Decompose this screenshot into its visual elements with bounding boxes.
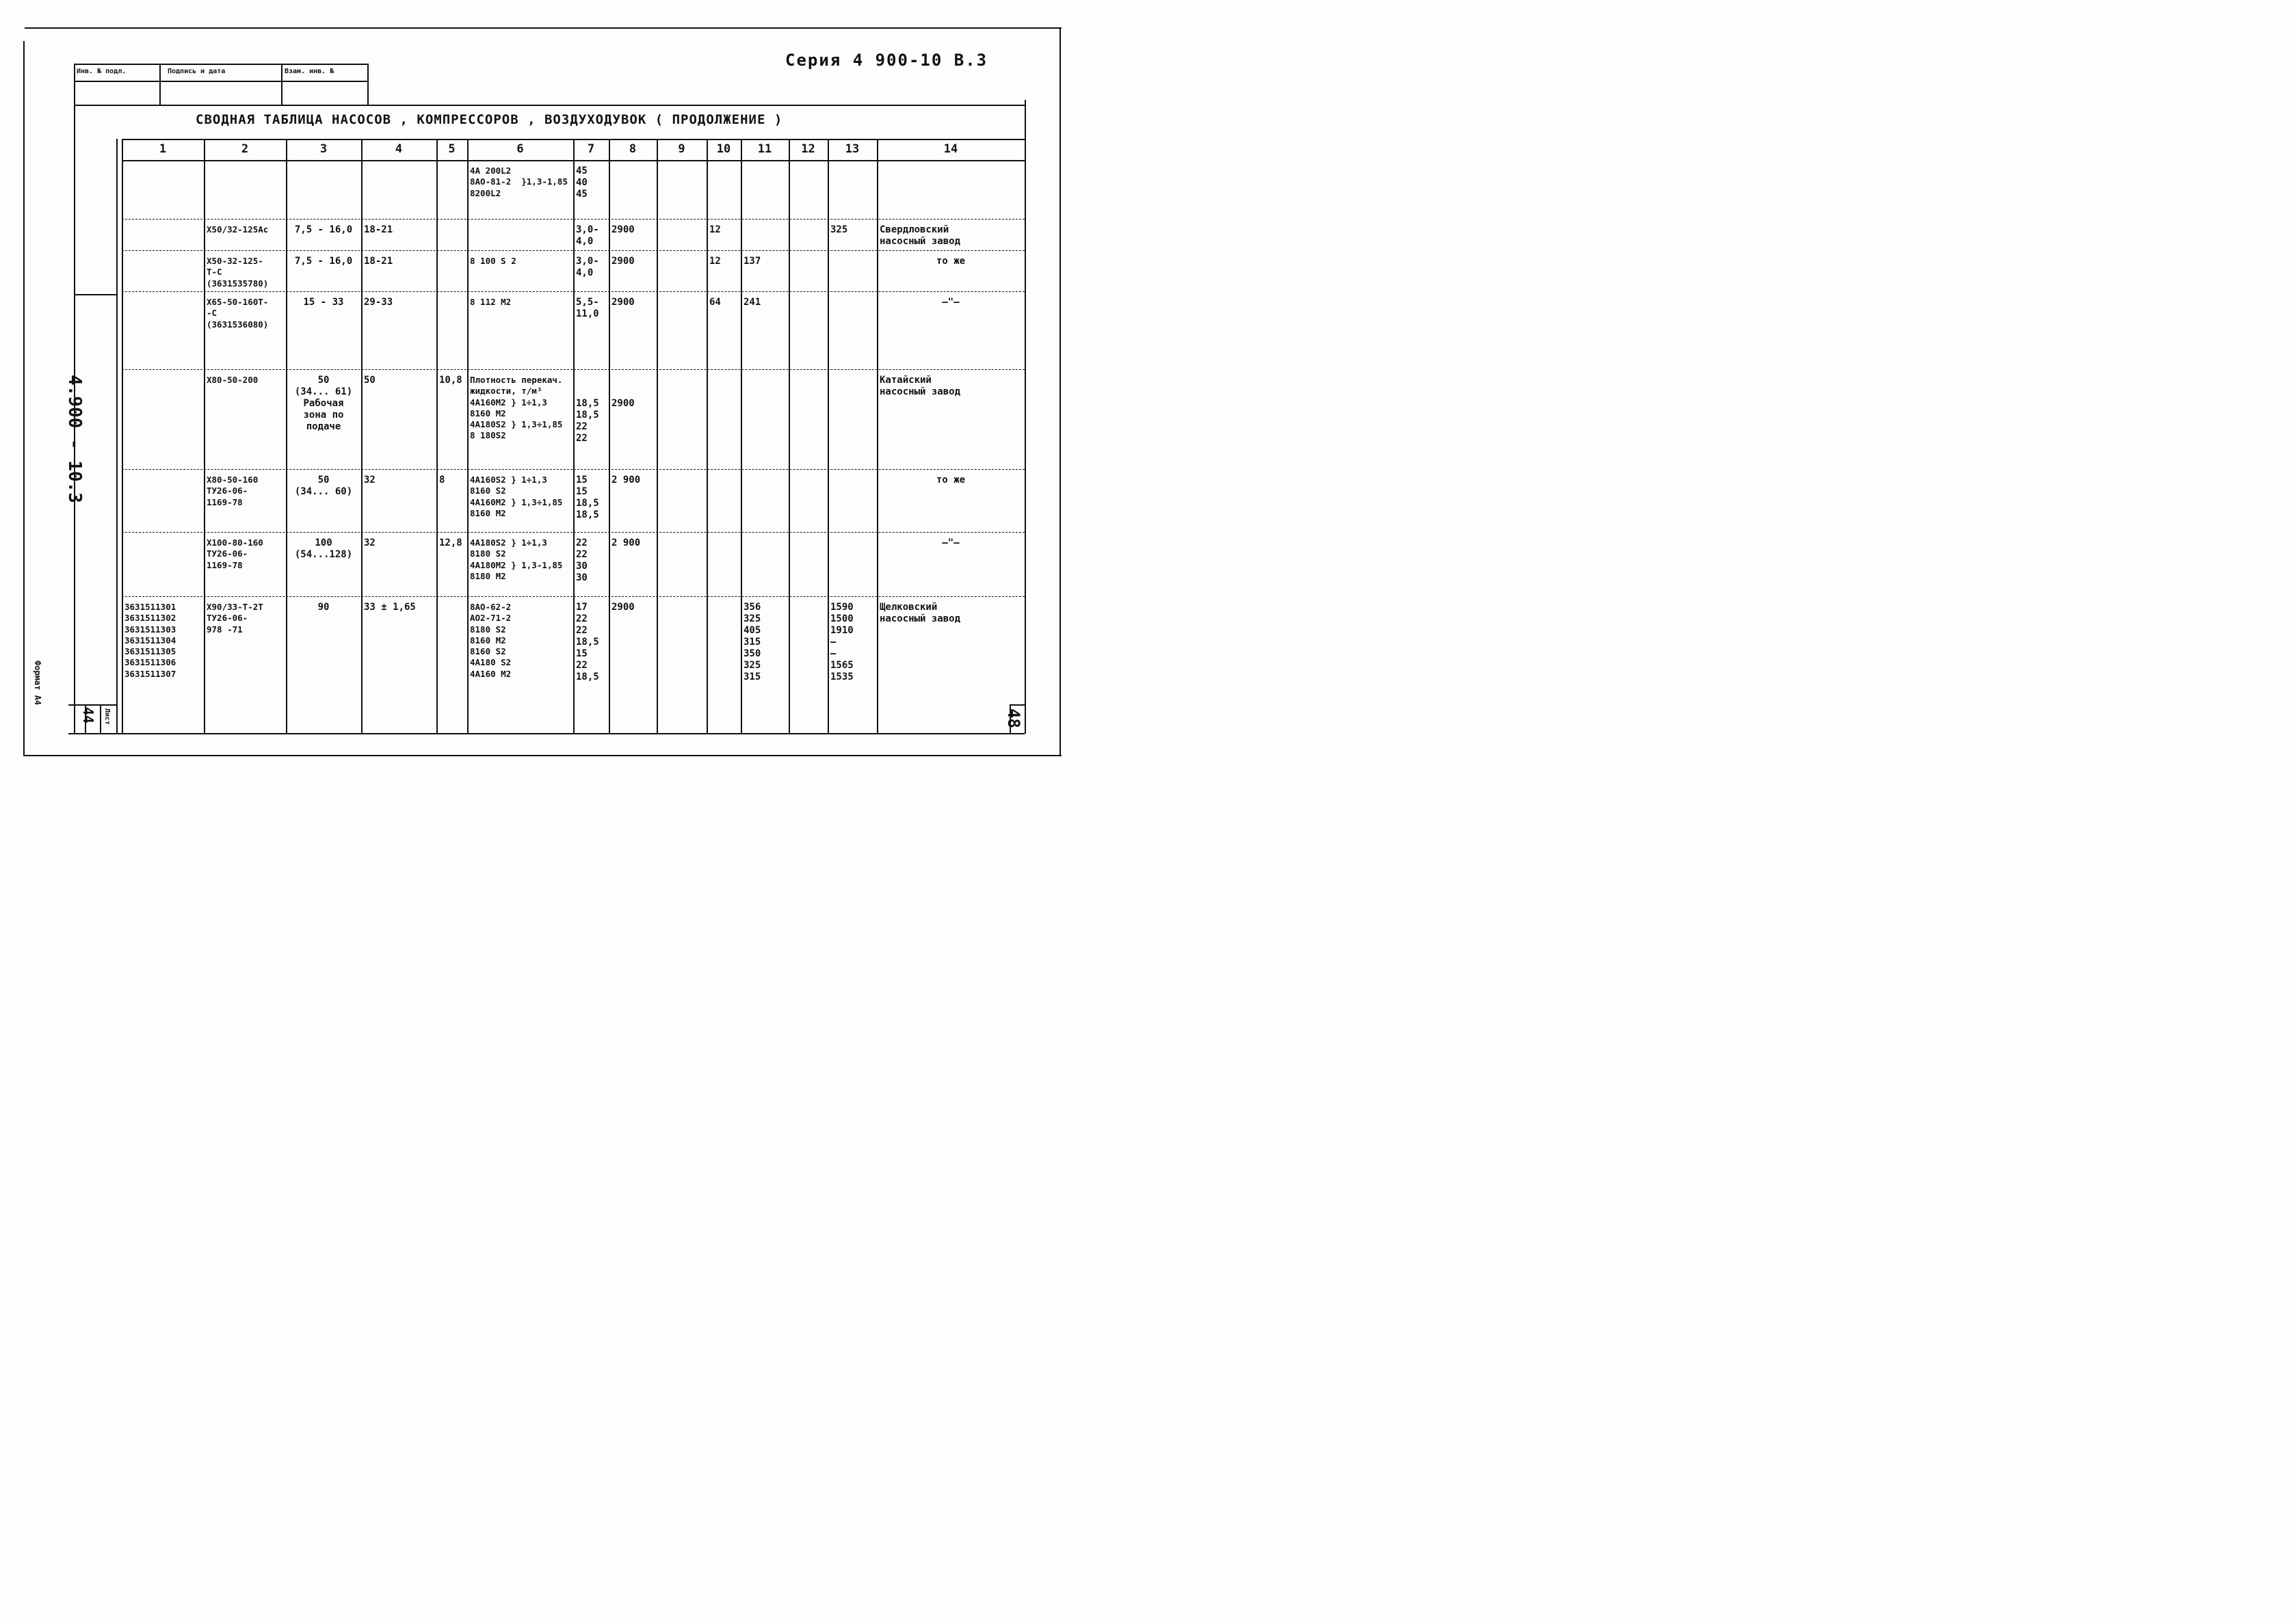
column-line	[286, 139, 287, 734]
table-cell-c11: 241	[743, 297, 761, 308]
list-label: Лист	[103, 708, 111, 726]
table-cell-c4: 50	[364, 375, 376, 386]
table-cell-c13: 1590 1500 1910 — — 1565 1535	[830, 602, 854, 683]
table-cell-c4: 32	[364, 537, 376, 548]
column-header-12: 12	[801, 142, 815, 156]
side-code: 4.900 - 10.3	[64, 375, 85, 503]
table-cell-c6: 8АО-62-2 АО2-71-2 8180 S2 8160 М2 8160 S2 4А180 S2 4А160 М2	[470, 602, 512, 679]
table-cell-c14: Катайский насосный завод	[880, 375, 961, 398]
table-cell-c14: Щелковский насосный завод	[880, 602, 961, 625]
column-header-6: 6	[516, 142, 524, 156]
column-header-11: 11	[757, 142, 772, 156]
table-cell-c7: 5,5- 11,0	[576, 297, 599, 320]
table-cell-c2: Х50/32-125Ас	[207, 224, 269, 235]
table-cell-c2: Х65-50-160Т- -С (3631536080)	[207, 297, 269, 330]
table-cell-c3: 7,5 - 16,0	[294, 256, 353, 267]
column-line	[204, 139, 205, 734]
bottom-border	[23, 755, 1062, 756]
table-cell-c3: 90	[317, 602, 330, 613]
table-cell-c14: —"—	[942, 297, 960, 308]
stamp-vzam: Взам. инв. №	[285, 68, 334, 75]
column-header-5: 5	[448, 142, 456, 156]
column-header-7: 7	[587, 142, 595, 156]
column-line	[741, 139, 742, 734]
table-cell-c5: 10,8	[439, 375, 462, 386]
table-cell-c3: 50 (34... 60)	[294, 475, 353, 498]
table-cell-c7: 3,0- 4,0	[576, 224, 599, 248]
table-cell-c10: 12	[709, 224, 721, 235]
page-box-top	[1010, 704, 1025, 706]
column-line	[789, 139, 790, 734]
column-header-8: 8	[629, 142, 637, 156]
table-cell-c3: 100 (54...128)	[294, 537, 353, 561]
row-line	[122, 250, 1025, 251]
header-bottom-line	[122, 160, 1025, 161]
table-cell-c6: 8 112 М2	[470, 297, 512, 307]
table-cell-c8: 2900	[611, 602, 635, 613]
column-header-2: 2	[241, 142, 249, 156]
table-cell-c14: —"—	[942, 537, 960, 548]
series-label: Серия 4 900-10 В.3	[785, 51, 988, 70]
table-cell-c7: 45 40 45	[576, 165, 588, 200]
table-cell-c8: 2900	[611, 256, 635, 267]
column-line	[657, 139, 658, 734]
table-cell-c6: 4А160S2 } 1÷1,3 8160 S2 4А160М2 } 1,3÷1,85 8160 М2	[470, 475, 563, 518]
column-header-1: 1	[159, 142, 167, 156]
format-label: Формат А4	[33, 661, 42, 706]
column-line	[361, 139, 363, 734]
row-line	[122, 369, 1025, 370]
column-header-10: 10	[716, 142, 731, 156]
left-border	[23, 41, 25, 755]
table-cell-c4: 18-21	[364, 256, 393, 267]
column-line	[877, 139, 878, 734]
list-box-top	[68, 704, 116, 706]
table-cell-c13: 325	[830, 224, 848, 235]
stamp-inv-podl: Инв. № подл.	[77, 68, 127, 75]
table-cell-c8: 2900	[611, 297, 635, 308]
table-cell-c6: 8 100 S 2	[470, 256, 516, 266]
table-cell-c7: 15 15 18,5 18,5	[576, 475, 599, 521]
column-header-13: 13	[845, 142, 860, 156]
table-cell-c1: 3631511301 3631511302 3631511303 3631511304 3631511305 3631511306 3631511307	[124, 602, 176, 679]
inner-bottom-border	[68, 733, 1025, 734]
table-cell-c5: 8	[439, 475, 445, 485]
table-cell-c3: 50 (34... 61) Рабочая зона по подаче	[294, 375, 353, 433]
list-box-mid	[100, 704, 101, 734]
row-line	[122, 291, 1025, 292]
table-cell-c4: 18-21	[364, 224, 393, 235]
table-title: СВОДНАЯ ТАБЛИЦА НАСОСОВ , КОМПРЕССОРОВ , ВОЗДУХОДУВОК ( ПРОДОЛЖЕНИЕ )	[196, 112, 783, 127]
table-cell-c14: Свердловский насосный завод	[880, 224, 961, 248]
column-line	[122, 139, 123, 734]
table-cell-c10: 64	[709, 297, 721, 308]
table-cell-c5: 12,8	[439, 537, 462, 548]
column-header-14: 14	[943, 142, 958, 156]
table-cell-c8: 2 900	[611, 475, 641, 485]
table-cell-c4: 29-33	[364, 297, 393, 308]
page-number: 48	[1004, 708, 1023, 728]
header-top-line	[122, 139, 1025, 140]
column-line	[436, 139, 438, 734]
table-cell-c2: Х50-32-125- Т-С (3631535780)	[207, 256, 269, 289]
table-cell-c11: 137	[743, 256, 761, 267]
table-cell-c3: 15 - 33	[303, 297, 344, 308]
right-border	[1060, 27, 1061, 755]
column-line	[467, 139, 469, 734]
table-cell-c10: 12	[709, 256, 721, 267]
column-line	[1025, 139, 1026, 734]
column-line	[828, 139, 829, 734]
row-line	[122, 596, 1025, 597]
table-cell-c6: 4А180S2 } 1÷1,3 8180 S2 4А180М2 } 1,3-1,85 8180 М2	[470, 537, 563, 581]
column-header-3: 3	[319, 142, 328, 156]
table-cell-c8: 2900	[611, 398, 635, 410]
column-header-9: 9	[678, 142, 685, 156]
table-cell-c4: 33 ± 1,65	[364, 602, 416, 613]
row-line	[122, 469, 1025, 470]
list-number: 44	[80, 707, 96, 724]
table-cell-c4: 32	[364, 475, 376, 485]
table-cell-c14: то же	[936, 256, 966, 267]
table-cell-c2: Х80-50-160 ТУ26-06- 1169-78	[207, 475, 259, 507]
side-strip-line	[116, 139, 118, 734]
inner-top-border	[74, 105, 1026, 106]
table-cell-c8: 2 900	[611, 537, 641, 548]
table-cell-c7: 22 22 30 30	[576, 537, 588, 584]
table-cell-c7: 17 22 22 18,5 15 22 18,5	[576, 602, 599, 683]
table-cell-c7: 3,0- 4,0	[576, 256, 599, 279]
stamp-podpis: Подпись и дата	[168, 68, 226, 75]
side-strip-top	[74, 294, 116, 295]
top-border	[25, 27, 1062, 29]
table-cell-c3: 7,5 - 16,0	[294, 224, 353, 235]
row-line	[122, 532, 1025, 533]
table-cell-c11: 356 325 405 315 350 325 315	[743, 602, 761, 683]
column-line	[573, 139, 575, 734]
table-cell-c6: 4А 200L2 8АО-81-2 }1,3-1,85 8200L2	[470, 165, 568, 198]
table-cell-c2: Х90/33-Т-2Т ТУ26-06- 978 -71	[207, 602, 263, 635]
table-cell-c7: 18,5 18,5 22 22	[576, 398, 599, 444]
table-cell-c2: Х80-50-200	[207, 375, 259, 385]
column-line	[609, 139, 610, 734]
column-line	[707, 139, 708, 734]
table-cell-c2: Х100-80-160 ТУ26-06- 1169-78	[207, 537, 263, 570]
column-header-4: 4	[395, 142, 403, 156]
table-cell-c6: Плотность перекач. жидкости, т/м³ 4А160М2 } 1÷1,3 8160 М2 4А180S2 } 1,3÷1,85 8 180S2	[470, 375, 563, 441]
table-cell-c14: то же	[936, 475, 966, 485]
table-cell-c8: 2900	[611, 224, 635, 235]
